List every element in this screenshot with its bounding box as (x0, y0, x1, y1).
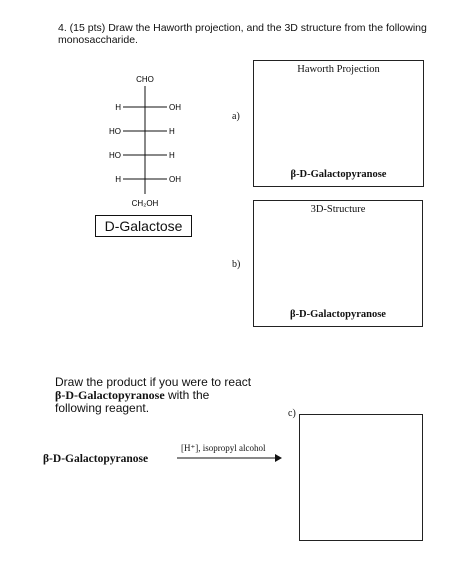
3d-structure-box[interactable] (253, 200, 423, 327)
galactose-label-box: D-Galactose (95, 215, 192, 237)
reaction-prompt-line-3: following reagent. (55, 401, 150, 415)
haworth-box-caption: β-D-Galactopyranose (290, 169, 387, 180)
part-b-letter: b) (232, 259, 241, 270)
3d-box-title: 3D-Structure (310, 204, 366, 215)
fischer-row-1-left: H (115, 103, 121, 112)
3d-box-caption: β-D-Galactopyranose (290, 309, 386, 320)
reaction-prompt (55, 376, 255, 415)
fischer-row-4-left: H (115, 175, 121, 184)
fischer-row-2-left: HO (109, 127, 121, 136)
part-c-letter: c) (288, 408, 296, 419)
reaction-prompt-line-1: Draw the product if you were to react (55, 375, 252, 389)
fischer-projection (90, 70, 200, 215)
fischer-row-1-right: OH (169, 103, 181, 112)
question-text (58, 22, 458, 46)
reactant-name: β-D-Galactopyranose (43, 453, 149, 465)
product-answer-box[interactable] (299, 414, 423, 541)
part-a-letter: a) (232, 111, 240, 122)
reaction-prompt-line-2-tail: with the (164, 388, 210, 402)
fischer-bottom-group: CH₂OH (131, 199, 159, 208)
reagent-label: [H⁺], isopropyl alcohol (181, 443, 266, 453)
reaction-prompt-sugar-name: β-D-Galactopyranose (55, 388, 165, 402)
fischer-row-3-right: H (169, 151, 175, 160)
fischer-row-3-left: HO (109, 151, 121, 160)
haworth-box-title: Haworth Projection (297, 64, 380, 75)
question-line-1: 4. (15 pts) Draw the Haworth projection, and the 3D structure from the following (58, 22, 427, 34)
reaction-arrow-icon (175, 452, 285, 464)
fischer-row-2-right: H (169, 127, 175, 136)
fischer-top-group: CHO (136, 75, 154, 84)
fischer-row-4-right: OH (169, 175, 181, 184)
question-line-2: monosaccharide. (58, 34, 138, 46)
haworth-projection-box[interactable] (253, 60, 424, 187)
